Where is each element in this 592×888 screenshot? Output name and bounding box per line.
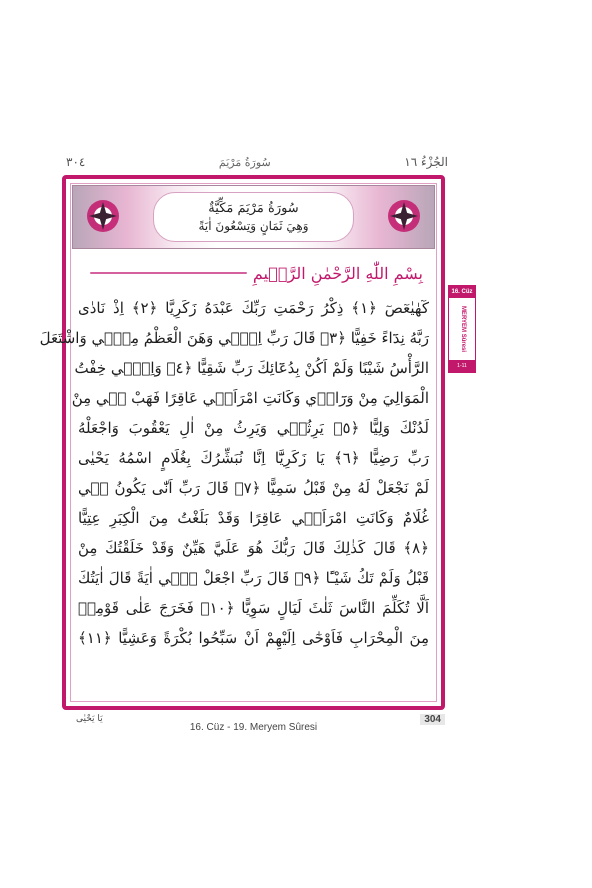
verse-line: غُلَامٌ وَكَانَتِ امْرَاَت۪ي عَاقِرًا وَقَدْ بَلَغْتُ مِنَ الْكِبَرِ عِتِيًّا xyxy=(78,509,429,527)
side-tab-surah-name: MERYEM Sûresi xyxy=(460,305,466,353)
side-tab-name-wrap xyxy=(453,304,473,354)
catchword: يَا يَحْيٰى xyxy=(76,714,103,724)
verse-line: قَبْلُ وَلَمْ تَكُ شَيْـًٔا ﴿٩﴾ قَالَ رَبِّ اجْعَلْ ل۪ٓي اٰيَةً قَالَ اٰيَتُكَ xyxy=(78,569,429,587)
ornament-right-icon xyxy=(384,196,424,236)
verse-line: رَبَّهُ نِدَٓاءً خَفِيًّا ﴿٣﴾ قَالَ رَبِّ اِنّ۪ي وَهَنَ الْعَظْمُ مِنّ۪ي وَاشْتَعَلَ xyxy=(39,329,429,347)
side-tab-range: 1-11 xyxy=(449,360,475,372)
surah-label: سُورَةُ مَرْيَمَ xyxy=(218,155,271,169)
verse-line: ﴿٨﴾ قَالَ كَذٰلِكَ قَالَ رَبُّكَ هُوَ عَلَيَّ هَيِّنٌ وَقَدْ خَلَقْتُكَ مِنْ xyxy=(78,539,429,557)
footer-caption: 16. Cüz - 19. Meryem Sûresi xyxy=(189,722,318,733)
surah-banner xyxy=(72,185,435,249)
verse-line: كٓهٰيٰعٓصٓ ﴿١﴾ ذِكْرُ رَحْمَتِ رَبِّكَ عَبْدَهُ زَكَرِيَّا ﴿٢﴾ اِذْ نَادٰى xyxy=(78,299,429,317)
page-number-arabic: ٣٠٤ xyxy=(66,155,86,169)
verse-line: لَمْ نَجْعَلْ لَهُ مِنْ قَبْلُ سَمِيًّا ﴿٧﴾ قَالَ رَبِّ اَنّٰى يَكُونُ ل۪ي xyxy=(78,479,429,497)
page-header xyxy=(66,152,448,172)
verse-line: الرَّأْسُ شَيْبًا وَلَمْ اَكُنْ بِدُعَٓائِكَ رَبِّ شَقِيًّا ﴿٤﴾ وَاِنّ۪ي خِفْتُ xyxy=(74,359,429,377)
verse-line: لَدُنْكَ وَلِيًّا ﴿٥﴾ يَرِثُن۪ي وَيَرِثُ مِنْ اٰلِ يَعْقُوبَ وَاجْعَلْهُ xyxy=(78,419,429,437)
ornament-left-icon xyxy=(83,196,123,236)
surah-verse-count: وَهِيَ ثَمَانٍ وَتِسْعُونَ اٰيَةً xyxy=(198,219,309,233)
verse-line: اَلَّا تُكَلِّمَ النَّاسَ ثَلٰثَ لَيَالٍ سَوِيًّا ﴿١٠﴾ فَخَرَجَ عَلٰى قَوْمِه۪ xyxy=(78,599,429,617)
page-footer xyxy=(62,712,445,733)
verse-line: مِنَ الْمِحْرَابِ فَاَوْحٰٓى اِلَيْهِمْ اَنْ سَبِّحُوا بُكْرَةً وَعَشِيًّا ﴿١١﴾ xyxy=(78,629,429,647)
juz-label: الجُزْءُ ١٦ xyxy=(404,155,448,169)
verse-line: الْمَوَالِيَ مِنْ وَرَٓاء۪ي وَكَانَتِ امْرَاَت۪ي عَاقِرًا فَهَبْ ل۪ي مِنْ xyxy=(71,389,429,407)
side-tab-cuz: 16. Cüz xyxy=(449,286,475,298)
verse-line: رَبِّ رَضِيًّا ﴿٦﴾ يَا زَكَرِيَّٓا اِنَّا نُبَشِّرُكَ بِغُلَامٍ اسْمُهُ يَحْيٰى xyxy=(78,449,429,467)
basmala-text: بِسْمِ اللّٰهِ الرَّحْمٰنِ الرَّح۪يمِ xyxy=(252,263,423,283)
basmala xyxy=(84,259,423,287)
basmala-rule xyxy=(90,272,247,274)
surah-side-tab xyxy=(448,285,476,373)
page-number: 304 xyxy=(420,714,445,725)
surah-title-cartouche xyxy=(153,192,354,242)
surah-title: سُورَةُ مَرْيَمَ مَكِّيَّةٌ xyxy=(208,201,299,216)
verse-lines xyxy=(39,293,429,653)
page-frame xyxy=(39,175,445,710)
